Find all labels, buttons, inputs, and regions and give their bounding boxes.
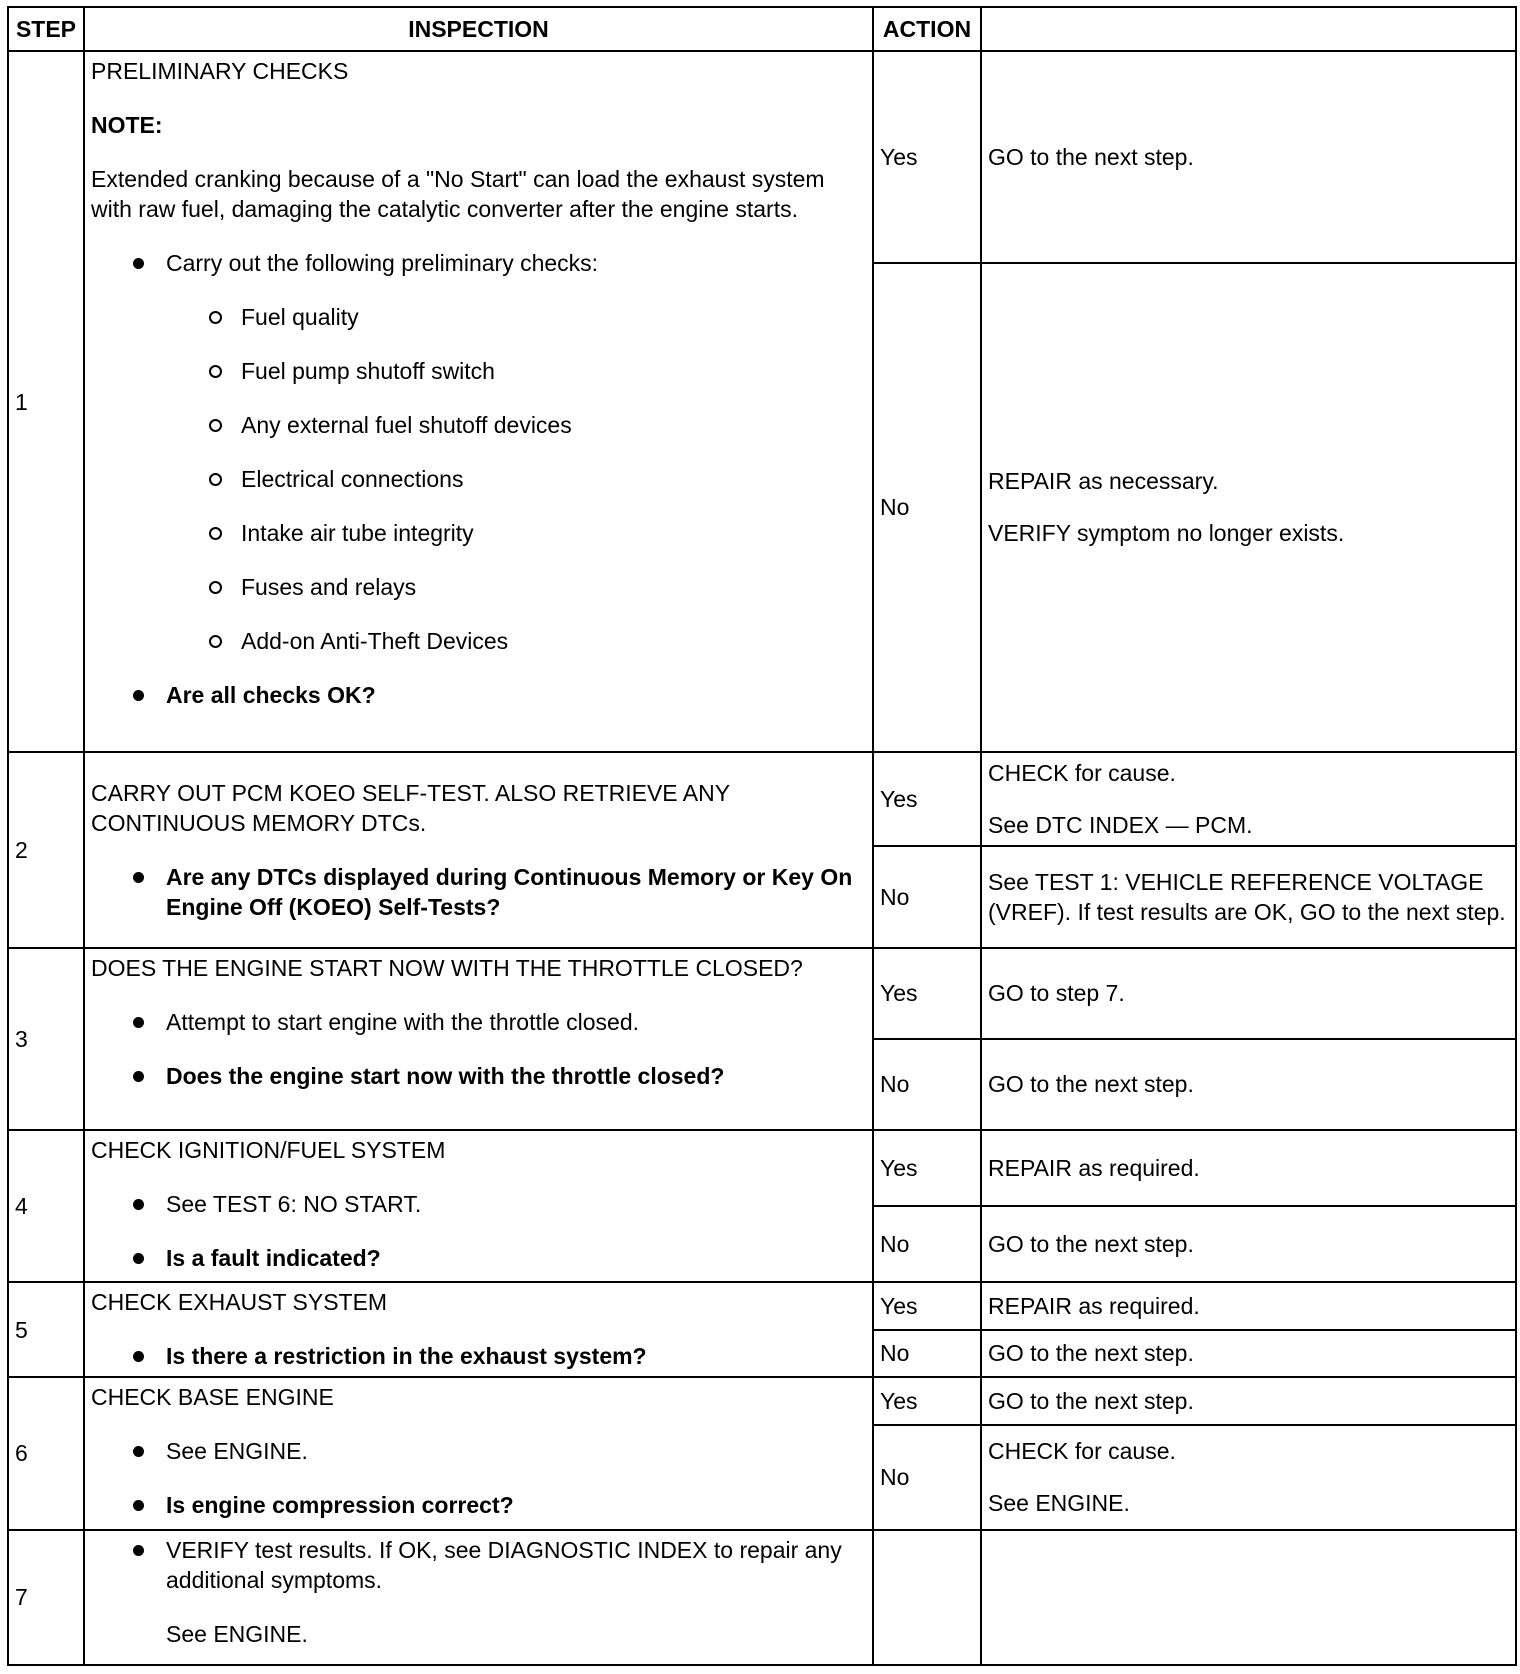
bullet-dot-icon	[133, 1545, 144, 1556]
answer-yes: Yes	[873, 752, 981, 846]
answer-no: No	[873, 1206, 981, 1282]
answer-yes: Yes	[873, 1282, 981, 1330]
question-item: Does the engine start now with the throttle closed?	[91, 1061, 866, 1091]
action-yes: GO to step 7.	[981, 948, 1516, 1039]
header-row	[8, 7, 1516, 51]
answer-yes: Yes	[873, 51, 981, 263]
sub-item: Any external fuel shutoff devices	[91, 410, 866, 440]
sub-item: Electrical connections	[91, 464, 866, 494]
step-number: 1	[8, 51, 84, 752]
step-1-inspection	[84, 51, 873, 752]
step-1-yes-row	[8, 51, 1516, 263]
step-4-inspection	[84, 1130, 873, 1282]
bullet-item: See TEST 6: NO START.	[91, 1189, 866, 1219]
step-3-inspection	[84, 948, 873, 1130]
bullet-item: See ENGINE.	[91, 1436, 866, 1466]
bullet-dot-icon	[133, 1500, 144, 1511]
answer-no: No	[873, 1330, 981, 1378]
header-action: ACTION	[873, 7, 981, 51]
circle-bullet-icon	[209, 527, 222, 540]
diagnostic-table	[7, 6, 1517, 1666]
bullet-item: Carry out the following preliminary checks:	[91, 248, 866, 278]
bullet-dot-icon	[133, 1071, 144, 1082]
action-yes: GO to the next step.	[981, 51, 1516, 263]
step-number: 2	[8, 752, 84, 948]
circle-bullet-icon	[209, 473, 222, 486]
sub-item: Add-on Anti-Theft Devices	[91, 626, 866, 656]
action-no: REPAIR as necessary. VERIFY symptom no longer exists.	[981, 263, 1516, 753]
answer-no: No	[873, 1425, 981, 1530]
bullet-dot-icon	[133, 1253, 144, 1264]
step-7-inspection	[84, 1530, 873, 1665]
step-2-yes-row	[8, 752, 1516, 846]
step-2-inspection	[84, 752, 873, 948]
note-label: NOTE:	[91, 112, 163, 138]
question-item: Are any DTCs displayed during Continuous Memory or Key On Engine Off (KOEO) Self-Tests?	[91, 862, 866, 922]
step-2-title: CARRY OUT PCM KOEO SELF-TEST. ALSO RETRIEVE ANY CONTINUOUS MEMORY DTCs.	[91, 780, 730, 837]
answer-yes: Yes	[873, 1130, 981, 1206]
action-no: GO to the next step.	[981, 1039, 1516, 1130]
header-action-detail	[981, 7, 1516, 51]
step-5-inspection	[84, 1282, 873, 1377]
answer-no: No	[873, 1039, 981, 1130]
action-no: GO to the next step.	[981, 1330, 1516, 1378]
bullet-dot-icon	[133, 1351, 144, 1362]
bullet-dot-icon	[133, 1199, 144, 1210]
answer-no: No	[873, 263, 981, 753]
action-yes: CHECK for cause. See DTC INDEX — PCM.	[981, 752, 1516, 846]
step-4-title: CHECK IGNITION/FUEL SYSTEM	[91, 1136, 446, 1163]
answer-no: No	[873, 846, 981, 948]
action-no: GO to the next step.	[981, 1206, 1516, 1282]
question-item: Is engine compression correct?	[91, 1490, 866, 1520]
header-step: STEP	[8, 7, 84, 51]
step-6-title: CHECK BASE ENGINE	[91, 1384, 334, 1411]
bullet-item: Attempt to start engine with the throttle closed.	[91, 1007, 866, 1037]
action-yes: GO to the next step.	[981, 1377, 1516, 1425]
answer-yes: Yes	[873, 1377, 981, 1425]
sub-item: Fuel quality	[91, 302, 866, 332]
bullet-dot-icon	[133, 872, 144, 883]
step-number: 5	[8, 1282, 84, 1377]
circle-bullet-icon	[209, 365, 222, 378]
question-item: Is there a restriction in the exhaust system?	[91, 1341, 866, 1371]
action-yes: REPAIR as required.	[981, 1282, 1516, 1330]
header-inspection: INSPECTION	[84, 7, 873, 51]
action-no: CHECK for cause. See ENGINE.	[981, 1425, 1516, 1530]
circle-bullet-icon	[209, 635, 222, 648]
bullet-dot-icon	[133, 1446, 144, 1457]
step-6-yes-row	[8, 1377, 1516, 1425]
step-1-title: PRELIMINARY CHECKS	[91, 58, 349, 84]
step-6-inspection	[84, 1377, 873, 1529]
bullet-dot-icon	[133, 258, 144, 269]
circle-bullet-icon	[209, 419, 222, 432]
step-number: 3	[8, 948, 84, 1130]
note-text: Extended cranking because of a "No Start" can load the exhaust system with raw fuel, damaging the catalytic converter after the engine starts.	[91, 166, 825, 222]
sub-item: Fuel pump shutoff switch	[91, 356, 866, 386]
bullet-dot-icon	[133, 690, 144, 701]
step-number: 6	[8, 1377, 84, 1529]
bullet-dot-icon	[133, 1017, 144, 1028]
sub-item: Fuses and relays	[91, 572, 866, 602]
step-5-yes-row	[8, 1282, 1516, 1330]
answer-empty	[873, 1530, 981, 1665]
circle-bullet-icon	[209, 581, 222, 594]
step-number: 4	[8, 1130, 84, 1282]
circle-bullet-icon	[209, 311, 222, 324]
action-empty	[981, 1530, 1516, 1665]
question-item: Are all checks OK?	[91, 680, 866, 710]
step-4-yes-row	[8, 1130, 1516, 1206]
bullet-item: VERIFY test results. If OK, see DIAGNOSTIC INDEX to repair any additional symptoms.	[91, 1535, 866, 1595]
step-3-yes-row	[8, 948, 1516, 1039]
answer-yes: Yes	[873, 948, 981, 1039]
question-item: Is a fault indicated?	[91, 1243, 866, 1273]
step-number: 7	[8, 1530, 84, 1665]
step-5-title: CHECK EXHAUST SYSTEM	[91, 1289, 388, 1316]
action-yes: REPAIR as required.	[981, 1130, 1516, 1206]
sub-item: Intake air tube integrity	[91, 518, 866, 548]
step-3-title: DOES THE ENGINE START NOW WITH THE THROTTLE CLOSED?	[91, 954, 803, 981]
action-no: See TEST 1: VEHICLE REFERENCE VOLTAGE (VREF). If test results are OK, GO to the next step.	[981, 846, 1516, 948]
see-engine-text: See ENGINE.	[166, 1620, 308, 1647]
step-7-row	[8, 1530, 1516, 1665]
